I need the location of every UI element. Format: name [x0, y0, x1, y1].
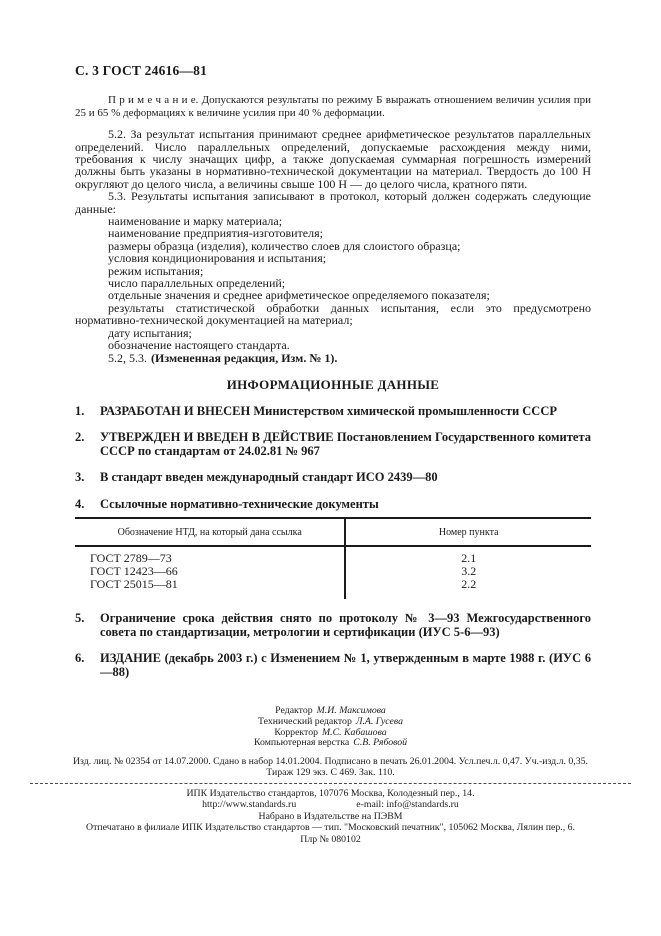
- list-item: режим испытания;: [108, 263, 204, 278]
- table-cell-ntd: ГОСТ 12423—66: [90, 564, 178, 578]
- credit-name: М.И. Максимова: [316, 705, 386, 716]
- credit-role: Редактор: [275, 705, 313, 716]
- protocol-data-list: [75, 215, 591, 351]
- publisher-typeset-note: Набрано в Издательстве на ПЭВМ: [258, 810, 403, 822]
- info-item-text: ИЗДАНИЕ (декабрь 2003 г.) с Изменением № 1, утвержденным в марте 1988 г. (ИУС 6—88): [100, 651, 591, 679]
- info-item-4: [75, 498, 591, 512]
- info-item-text: Ссылочные нормативно-технические документы: [100, 496, 379, 511]
- table-header-ntd: Обозначение НТД, на который дана ссылка: [75, 518, 345, 546]
- list-item: число параллельных определений;: [108, 276, 286, 291]
- list-item: отдельные значения и среднее арифметическое определяемого показателя;: [108, 288, 490, 303]
- credit-role: Технический редактор: [258, 715, 352, 727]
- publisher-url: http://www.standards.ru: [202, 799, 297, 811]
- table-cell-punkt: 2.2: [345, 578, 591, 600]
- table-cell-ntd: ГОСТ 25015—81: [90, 576, 178, 591]
- page-content: [75, 63, 591, 692]
- table-row: [75, 578, 591, 600]
- list-item: наименование предприятия-изготовителя;: [108, 226, 323, 241]
- list-item: дату испытания;: [108, 325, 192, 340]
- info-item-number: 4.: [75, 496, 85, 511]
- clause-5-2: 5.2. За результат испытания принимают среднее арифметическое результатов параллельных определений. Число параллельных определений, допускаемые расхождения между ними, требования к числу значащих цифр, а также допускаемая суммарная погрешность измерений должны быть указаны в нормативно-технической документации на материал. Твердость до 100 Н округляют до целого числа, а величины свыше 100 Н — до целого числа, кратного пяти.: [75, 127, 591, 191]
- info-item-number: 3.: [75, 470, 85, 485]
- note-paragraph: П р и м е ч а н и е. Допускаются результаты по режиму Б выражать отношением величин усилия при 25 и 65 % деформациях к величине усилия при 40 % деформации.: [75, 94, 591, 119]
- dashed-divider: [30, 783, 631, 784]
- table-row: [75, 565, 591, 578]
- info-item-3: [75, 471, 591, 485]
- list-item: размеры образца (изделия), количество слоев для слоистого образца;: [108, 238, 461, 253]
- credit-name: С.В. Рябовой: [353, 737, 408, 749]
- credits-block: [25, 706, 636, 749]
- credit-role: Корректор: [274, 726, 318, 738]
- imprint-line: Тираж 129 экз. С 469. Зак. 110.: [266, 767, 395, 779]
- info-item-number: 2.: [75, 430, 85, 445]
- credit-name: М.С. Кабашова: [322, 726, 387, 738]
- table-row: [75, 546, 591, 565]
- publisher-email: e-mail: info@standards.ru: [356, 799, 459, 811]
- table-header-punkt: Номер пункта: [345, 518, 591, 546]
- table-cell-punkt: 2.1: [345, 546, 591, 565]
- info-item-text: РАЗРАБОТАН И ВНЕСЕН Министерством химической промышленности СССР: [100, 403, 557, 418]
- table-header-row: [75, 518, 591, 546]
- publisher-print-note: Отпечатано в филиале ИПК Издательство стандартов — тип. "Московский печатник", 105062 Москва, Лялин пер., 6.: [86, 822, 575, 834]
- info-item-2: [75, 431, 591, 458]
- info-item-1: [75, 405, 591, 419]
- table-cell-ntd: ГОСТ 2789—73: [90, 551, 172, 566]
- colophon: [25, 706, 636, 846]
- info-item-text: УТВЕРЖДЕН И ВВЕДЕН В ДЕЙСТВИЕ Постановлением Государственного комитета СССР по стандартам от 24.02.81 № 967: [100, 430, 591, 458]
- amendment-note: [75, 352, 591, 364]
- page-header: С. 3 ГОСТ 24616—81: [75, 63, 208, 78]
- info-item-text: В стандарт введен международный стандарт ИСО 2439—80: [100, 470, 438, 485]
- info-item-number: 1.: [75, 403, 85, 418]
- info-item-number: 6.: [75, 651, 85, 666]
- reference-documents-table: [75, 517, 591, 599]
- amendment-clause-refs: 5.2, 5.3.: [108, 350, 147, 365]
- table-cell-punkt: 3.2: [345, 565, 591, 578]
- amendment-bold-text: (Измененная редакция, Изм. № 1).: [151, 350, 338, 365]
- list-item: наименование и марку материала;: [108, 214, 283, 229]
- imprint-block: [25, 756, 636, 778]
- clause-5-3: 5.3. Результаты испытания записывают в протокол, который должен содержать следующие данные:: [75, 189, 591, 216]
- publisher-address: ИПК Издательство стандартов, 107076 Москва, Колодезный пер., 14.: [186, 787, 475, 799]
- credit-name: Л.А. Гусева: [355, 715, 403, 727]
- list-item: условия кондиционирования и испытания;: [108, 251, 327, 266]
- credit-role: Компьютерная верстка: [253, 737, 350, 749]
- list-item: обозначение настоящего стандарта.: [108, 338, 290, 353]
- info-item-6: [75, 652, 591, 679]
- credit-line: [25, 717, 636, 728]
- info-item-text: Ограничение срока действия снято по протоколу № 3—93 Межгосударственного совета по стандартизации, метрологии и сертификации (ИУС 5-6—93): [100, 611, 591, 639]
- publisher-plr-number: Плр № 080102: [300, 833, 361, 845]
- publisher-block: [25, 788, 636, 846]
- info-item-number: 5.: [75, 611, 85, 626]
- publisher-contacts: [25, 799, 636, 811]
- info-data-title: ИНФОРМАЦИОННЫЕ ДАННЫЕ: [226, 376, 440, 392]
- list-item: результаты статистической обработки данных испытания, если это предусмотрено нормативно-технической документацией на материал;: [75, 300, 591, 328]
- credit-line: [25, 738, 636, 749]
- imprint-line: Изд. лиц. № 02354 от 14.07.2000. Сдано в набор 14.01.2004. Подписано в печать 26.01.2004. Усл.печ.л. 0,47. Уч.-изд.л. 0,35.: [72, 756, 588, 768]
- info-item-5: [75, 612, 591, 639]
